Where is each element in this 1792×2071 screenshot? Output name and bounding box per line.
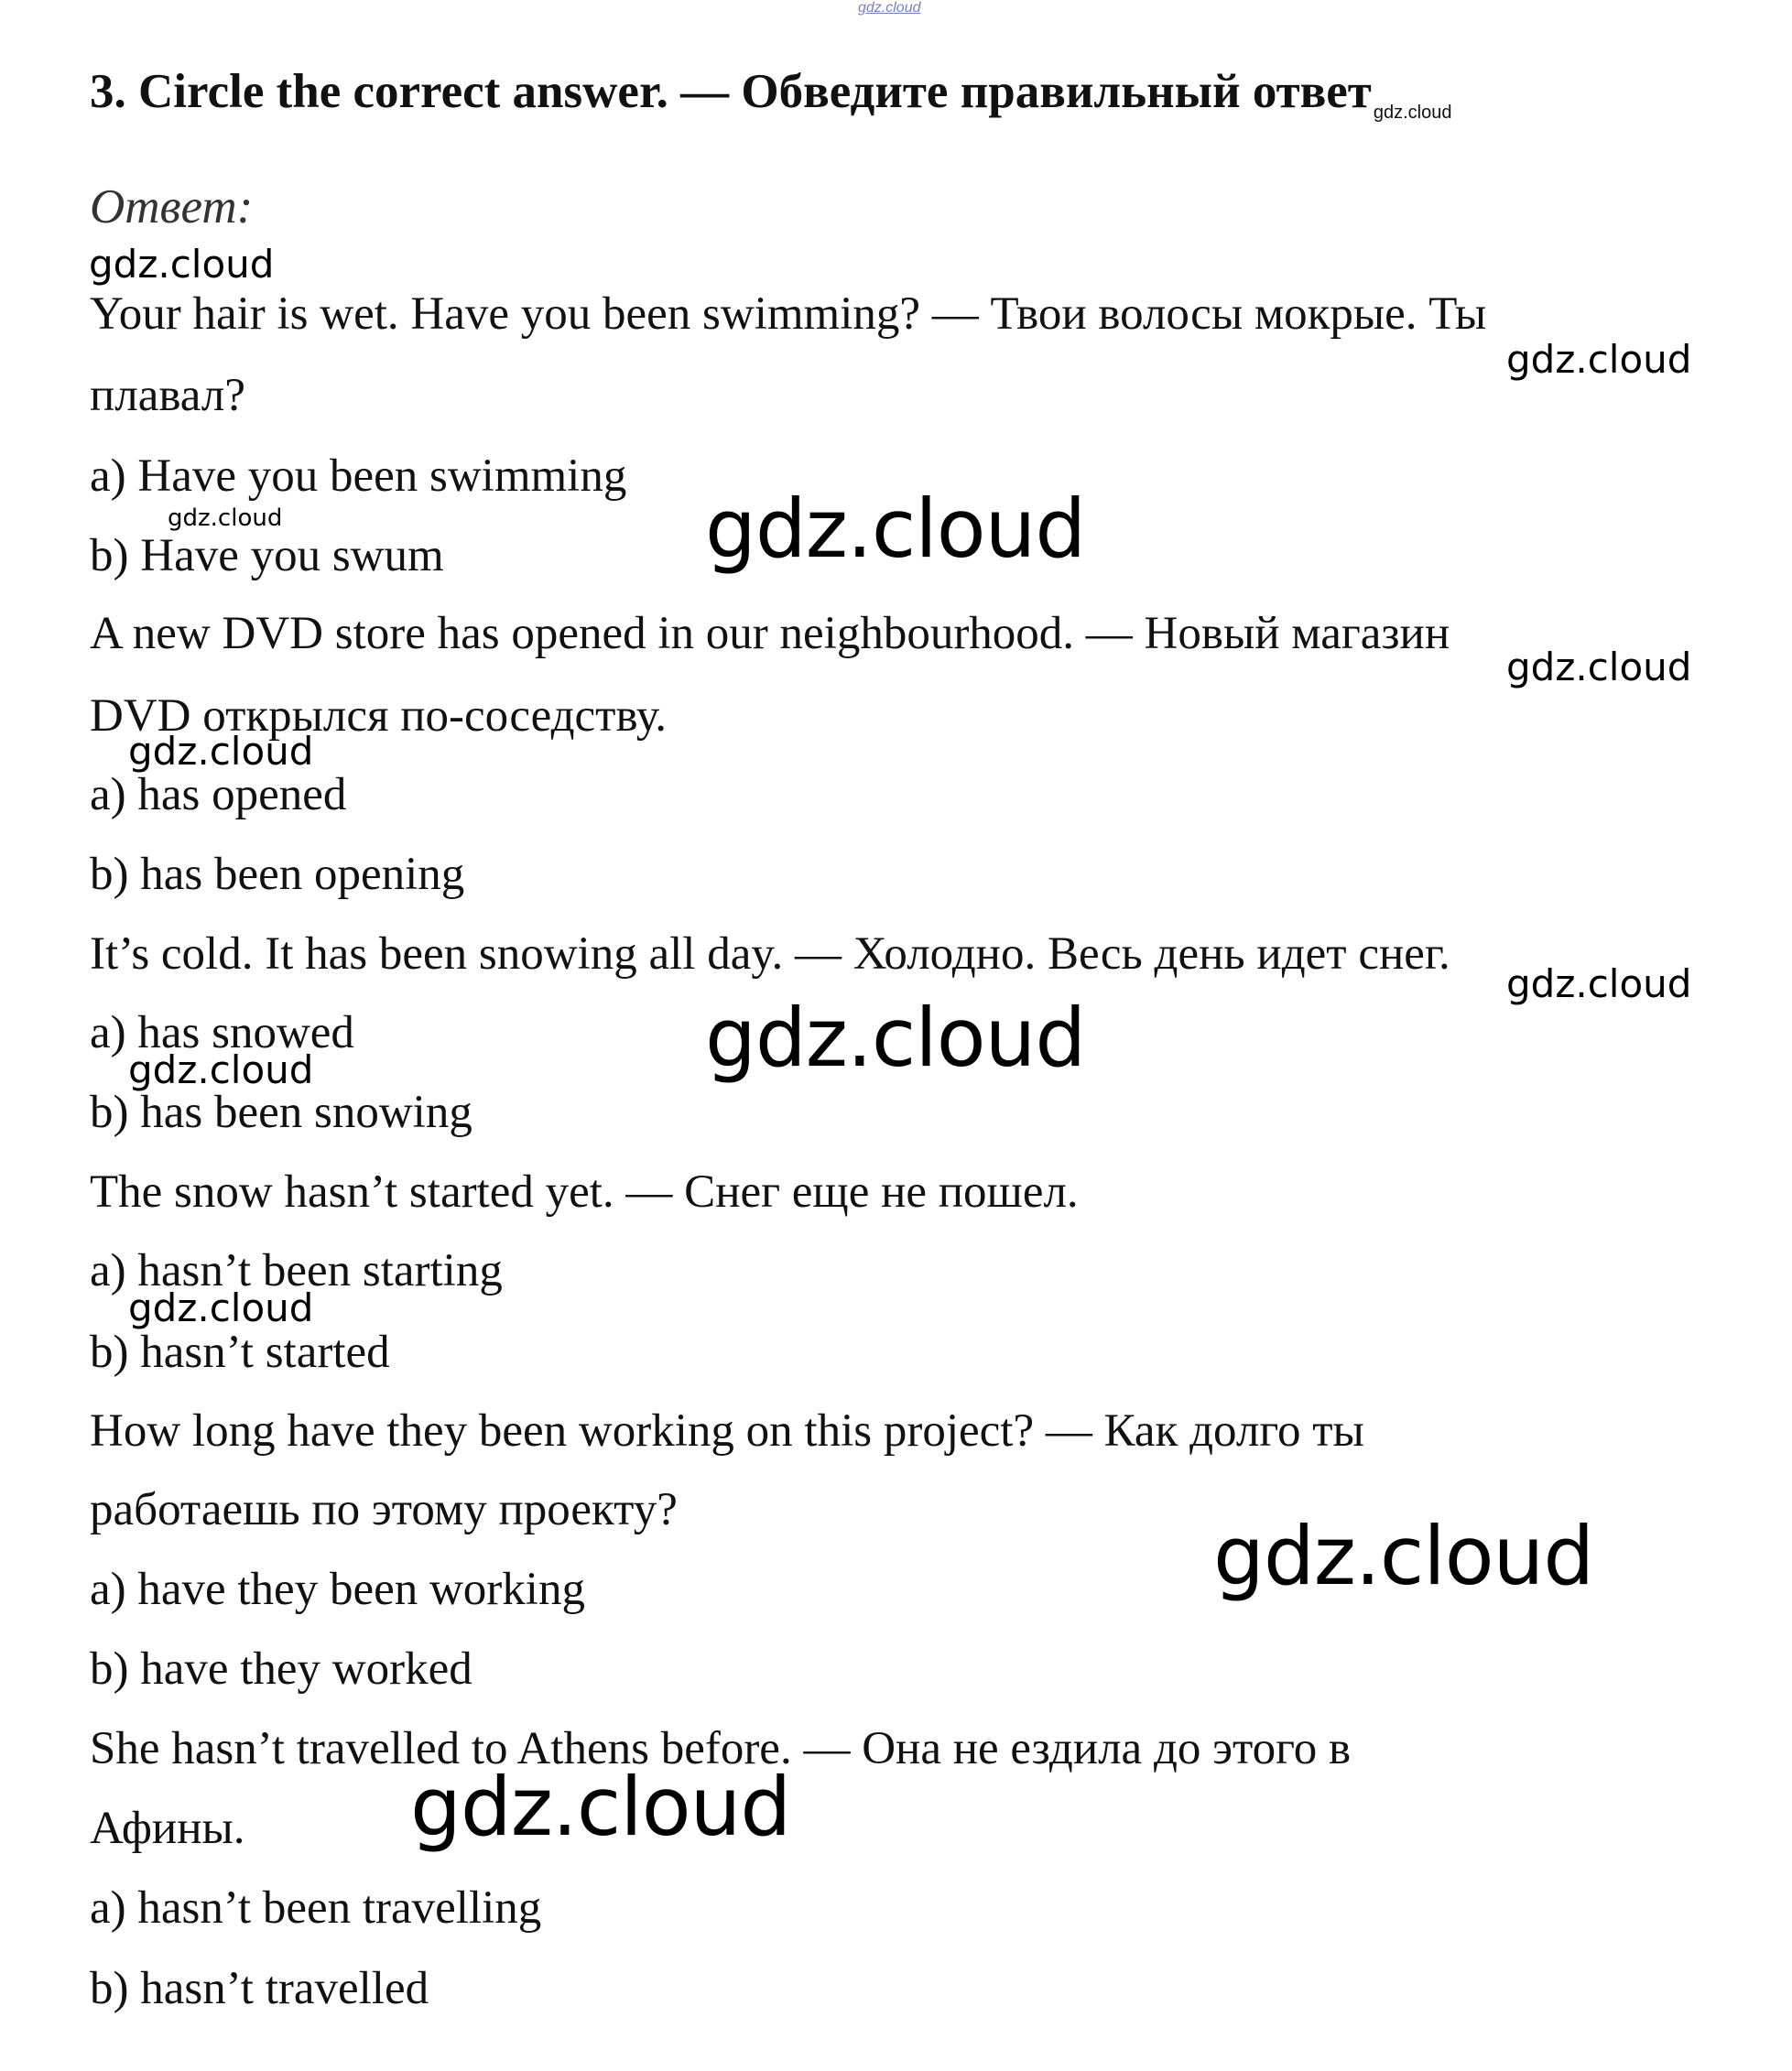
watermark-small: gdz.cloud	[1506, 337, 1692, 382]
item-1-option-a: a) Have you been swimming	[90, 450, 627, 502]
item-5-option-a: a) have they been working	[90, 1564, 585, 1615]
watermark-large: gdz.cloud	[410, 1760, 791, 1854]
item-3-option-a: a) has snowed	[90, 1007, 354, 1058]
item-6-option-b: b) hasn’t travelled	[90, 1963, 429, 2014]
watermark-small: gdz.cloud	[89, 242, 275, 287]
item-3-sentence-line-1: It’s cold. It has been snowing all day. — Холодно. Весь день идет снег.	[90, 928, 1450, 980]
item-1-sentence-line-1: Your hair is wet. Have you been swimming? — Твои волосы мокрые. Ты	[90, 288, 1487, 340]
exercise-heading	[90, 64, 1451, 140]
top-watermark: gdz.cloud	[858, 0, 921, 16]
item-6-sentence-line-1: She hasn’t travelled to Athens before. — Она не ездила до этого в	[90, 1723, 1352, 1774]
item-2-sentence-line-1: A new DVD store has opened in our neighbourhood. — Новый магазин	[90, 608, 1450, 659]
item-4-option-a: a) hasn’t been starting	[90, 1245, 503, 1296]
watermark-small: gdz.cloud	[128, 729, 314, 774]
watermark-large: gdz.cloud	[705, 482, 1086, 576]
watermark-small: gdz.cloud	[128, 1285, 314, 1330]
watermark-tiny: gdz.cloud	[168, 504, 283, 532]
item-3-option-b: b) has been snowing	[90, 1087, 472, 1138]
exercise-heading-text: 3. Circle the correct answer. — Обведите правильный ответ	[90, 65, 1372, 118]
heading-watermark: gdz.cloud	[1373, 103, 1452, 123]
item-5-sentence-line-2: работаешь по этому проекту?	[90, 1484, 678, 1535]
item-2-option-b: b) has been opening	[90, 849, 465, 900]
watermark-small: gdz.cloud	[1506, 961, 1692, 1006]
item-5-option-b: b) have they worked	[90, 1643, 472, 1695]
watermark-large: gdz.cloud	[705, 991, 1086, 1085]
item-6-option-a: a) hasn’t been travelling	[90, 1882, 542, 1934]
item-2-option-a: a) has opened	[90, 769, 347, 820]
item-1-option-b: b) Have you swum	[90, 530, 444, 581]
answer-label: Ответ:	[90, 180, 254, 233]
watermark-small: gdz.cloud	[1506, 645, 1692, 689]
item-6-sentence-line-2: Афины.	[90, 1803, 245, 1854]
item-4-option-b: b) hasn’t started	[90, 1327, 390, 1378]
item-5-sentence-line-1: How long have they been working on this project? — Как долго ты	[90, 1405, 1364, 1457]
watermark-small: gdz.cloud	[128, 1047, 314, 1092]
watermark-large: gdz.cloud	[1213, 1509, 1594, 1603]
item-1-sentence-line-2: плавал?	[90, 370, 245, 421]
item-2-sentence-line-2: DVD открылся по-соседству.	[90, 690, 667, 742]
item-4-sentence-line-1: The snow hasn’t started yet. — Снег еще не пошел.	[90, 1166, 1079, 1218]
